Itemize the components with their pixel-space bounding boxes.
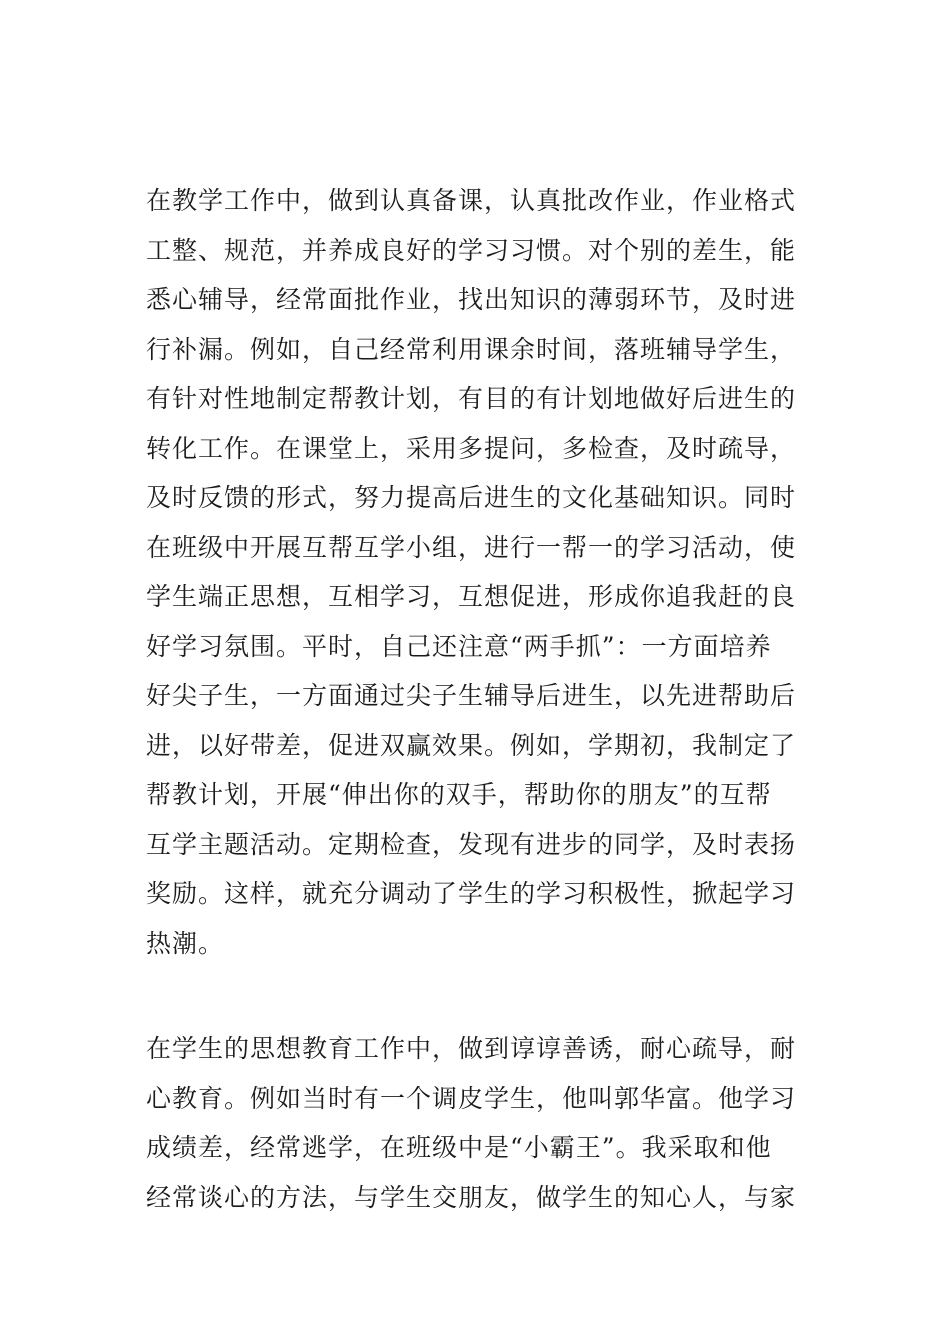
text-line: 好尖子生，一方面通过尖子生辅导后进生，以先进帮助后 <box>146 681 797 710</box>
text-line: 有针对性地制定帮教计划，有目的有计划地做好后进生的 <box>146 384 797 413</box>
text-line: 进，以好带差，促进双赢效果。例如，学期初，我制定了 <box>146 730 797 760</box>
text-line: 在教学工作中，做到认真备课，认真批改作业，作业格式 <box>146 186 797 215</box>
text-line: 帮教计划，开展“伸出你的双手，帮助你的朋友”的互帮 <box>146 780 772 809</box>
text-line: 在班级中开展互帮互学小组，进行一帮一的学习活动，使 <box>146 532 797 562</box>
text-line: 好学习氛围。平时，自己还注意“两手抓”：一方面培养 <box>146 631 772 661</box>
text-line: 经常谈心的方法，与学生交朋友，做学生的知心人，与家 <box>146 1182 797 1212</box>
text-line: 及时反馈的形式，努力提高后进生的文化基础知识。同时 <box>146 483 797 512</box>
text-line: 转化工作。在课堂上，采用多提问，多检查，及时疏导， <box>146 433 797 463</box>
text-line: 心教育。例如当时有一个调皮学生，他叫郭华富。他学习 <box>146 1083 797 1113</box>
text-line: 在学生的思想教育工作中，做到谆谆善诱，耐心疏导，耐 <box>146 1034 797 1063</box>
text-line: 成绩差，经常逃学，在班级中是“小霸王”。我采取和他 <box>146 1133 772 1162</box>
text-line: 热潮。 <box>146 928 225 958</box>
paragraph-moral-education <box>146 1024 816 1222</box>
text-line: 学生端正思想，互相学习，互想促进，形成你追我赶的良 <box>146 582 797 611</box>
text-line: 行补漏。例如，自己经常利用课余时间，落班辅导学生， <box>146 334 797 364</box>
text-line: 互学主题活动。定期检查，发现有进步的同学，及时表扬 <box>146 829 797 859</box>
text-line: 奖励。这样，就充分调动了学生的学习积极性，掀起学习 <box>146 879 797 908</box>
text-line: 悉心辅导，经常面批作业，找出知识的薄弱环节，及时进 <box>146 285 797 314</box>
paragraph-teaching-work <box>146 176 816 968</box>
text-line: 工整、规范，并养成良好的学习习惯。对个别的差生，能 <box>146 235 797 265</box>
